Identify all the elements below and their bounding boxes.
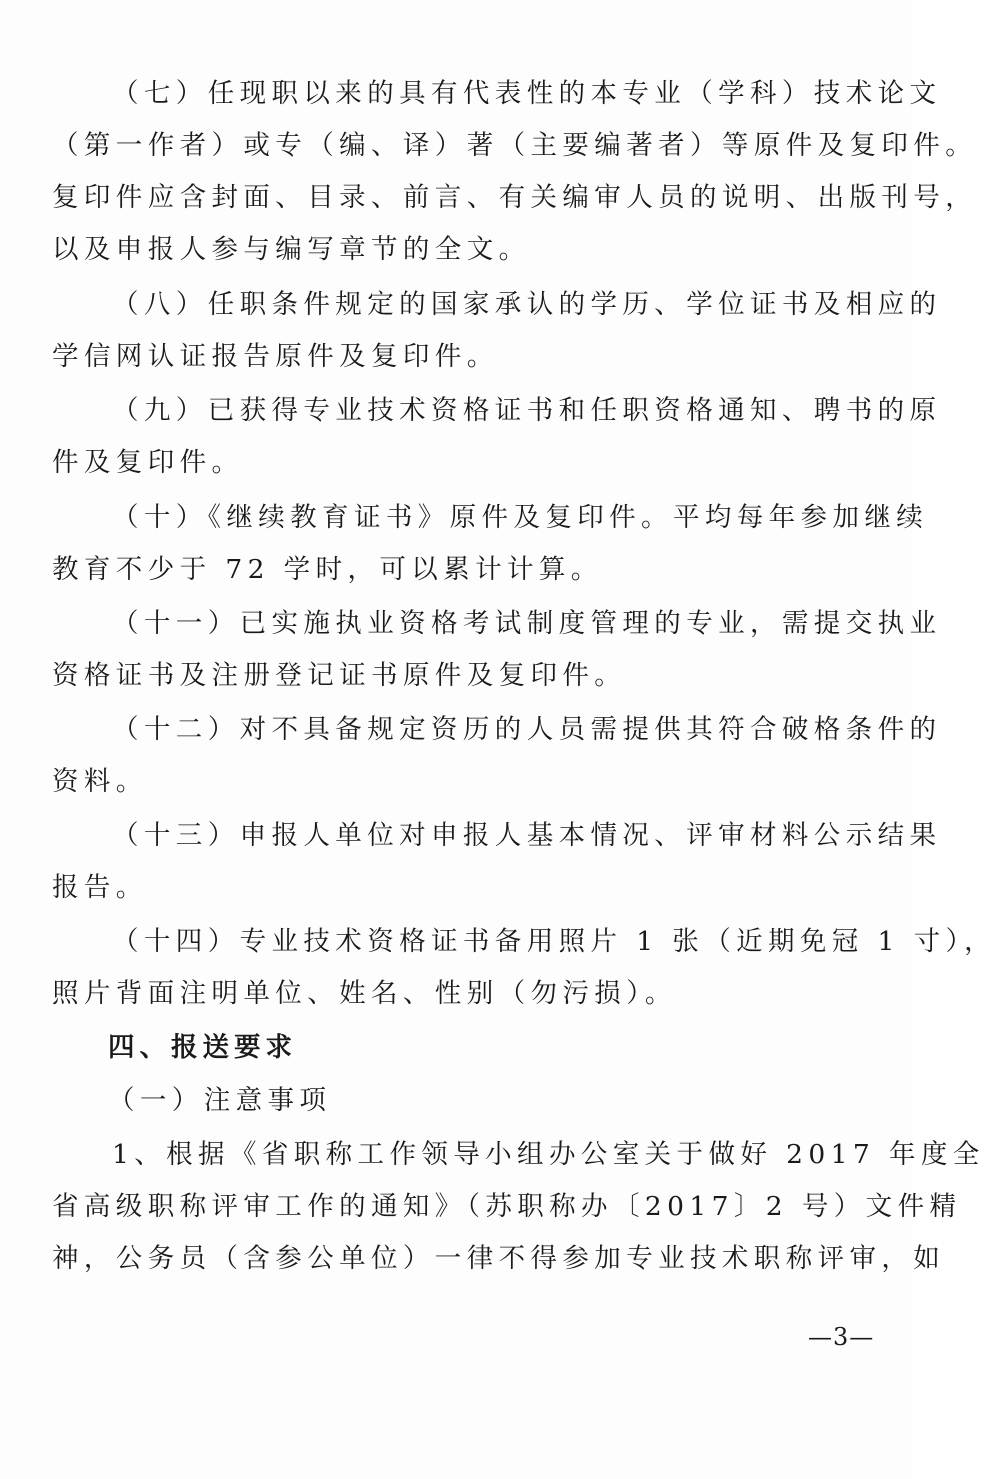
- paragraph-line: （七）任现职以来的具有代表性的本专业（学科）技术论文: [112, 78, 942, 109]
- paragraph-line: 资料。: [52, 766, 148, 797]
- paragraph-line: 省高级职称评审工作的通知》（苏职称办〔2017〕2 号）文件精: [52, 1191, 962, 1222]
- paragraph-line: 件及复印件。: [52, 447, 244, 478]
- paragraph-line: 报告。: [52, 872, 148, 903]
- paragraph-line: 学信网认证报告原件及复印件。: [52, 341, 499, 372]
- paragraph-line: 照片背面注明单位、姓名、性别（勿污损）。: [52, 978, 677, 1009]
- paragraph-line: 1、根据《省职称工作领导小组办公室关于做好 2017 年度全: [112, 1139, 985, 1170]
- paragraph-line: 神，公务员（含参公单位）一律不得参加专业技术职称评审，如: [52, 1243, 946, 1274]
- section-heading: 四、报送要求: [108, 1032, 297, 1063]
- paragraph-line: （十三）申报人单位对申报人基本情况、评审材料公示结果: [112, 820, 942, 851]
- page-number: —3—: [808, 1323, 875, 1351]
- paragraph-line: （十二）对不具备规定资历的人员需提供其符合破格条件的: [112, 714, 942, 745]
- paragraph-line: （十）《继续教育证书》原件及复印件。平均每年参加继续: [112, 502, 929, 533]
- paragraph-line: （八）任职条件规定的国家承认的学历、学位证书及相应的: [112, 289, 942, 320]
- paragraph-line: （十四）专业技术资格证书备用照片 1 张（近期免冠 1 寸），: [112, 926, 996, 957]
- paragraph-line: （十一）已实施执业资格考试制度管理的专业，需提交执业: [112, 608, 942, 639]
- paragraph-line: （第一作者）或专（编、译）著（主要编著者）等原件及复印件。: [52, 130, 978, 161]
- paragraph-line: 以及申报人参与编写章节的全文。: [52, 234, 531, 265]
- paragraph-line: （九）已获得专业技术资格证书和任职资格通知、聘书的原: [112, 395, 942, 426]
- paragraph-line: 复印件应含封面、目录、前言、有关编审人员的说明、出版刊号，: [52, 182, 978, 213]
- paragraph-line: 教育不少于 72 学时，可以累计计算。: [52, 554, 603, 585]
- paragraph-line: 资格证书及注册登记证书原件及复印件。: [52, 660, 627, 691]
- subsection-heading: （一）注意事项: [108, 1085, 332, 1116]
